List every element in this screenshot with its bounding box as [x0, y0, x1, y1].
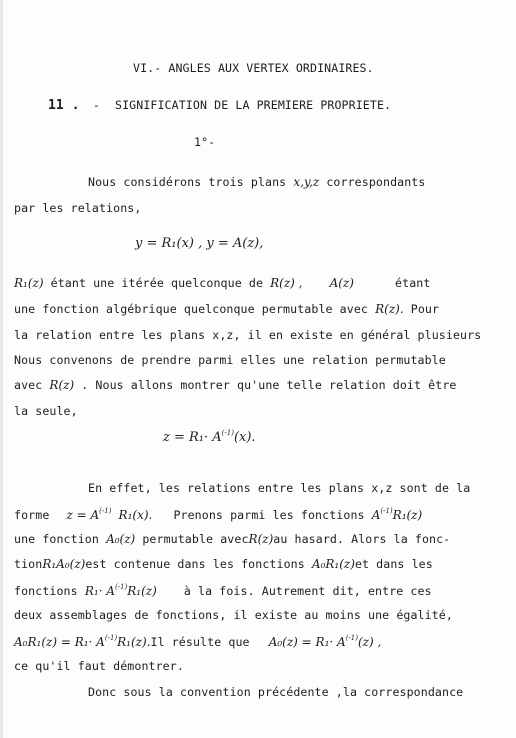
- para1-text: Nous considérons trois plans: [88, 175, 287, 189]
- math-sup-5: (-1): [345, 634, 358, 642]
- math-sup-2: (-1): [380, 507, 393, 515]
- math-identity: A₀R₁(z) = R₁· A: [14, 635, 105, 649]
- para3-forme: forme: [14, 508, 50, 522]
- eq2-sup: (-1): [221, 429, 234, 437]
- math-r1a0z: R₁A₀(z): [42, 557, 86, 571]
- part-marker: 1°-: [194, 135, 216, 149]
- math-z-end: (z) ,: [357, 635, 382, 649]
- para2-text-a: étant une itérée quelconque de: [50, 276, 264, 290]
- para3-text-f: à la fois. Autrement dit, entre ces: [183, 584, 432, 598]
- para2-text-c: une fonction algébrique quelconque permutable avec: [14, 302, 369, 316]
- para3-fonctions: fonctions: [14, 584, 78, 598]
- para3-line5: [14, 583, 432, 598]
- para3-line7: [14, 634, 381, 649]
- para2-line2: [14, 302, 439, 316]
- math-r1a: R₁· A: [84, 584, 115, 598]
- scan-edge-shadow: [0, 0, 3, 738]
- para2-line5: [14, 378, 457, 392]
- subsection-title: SIGNIFICATION DE LA PREMIERE PROPRIETE.: [115, 98, 392, 112]
- para2-text-d: Pour: [410, 302, 440, 316]
- math-result: A₀(z) = R₁· A: [268, 635, 346, 649]
- eq2-main: z = R₁· A: [163, 430, 222, 445]
- math-az: A(z): [329, 276, 354, 290]
- para3-line8: ce qu'il faut démontrer.: [14, 659, 184, 673]
- para2-line6: la seule,: [14, 404, 78, 418]
- math-r1z: R₁(z): [14, 276, 44, 290]
- para2-text-f: . Nous allons montrer qu'une telle relation doit être: [81, 378, 457, 392]
- para3-line1: En effet, les relations entre les plans x,z sont de la: [88, 481, 471, 495]
- para3-line2: [14, 507, 422, 522]
- subsection-dash: -: [92, 98, 100, 112]
- math-rz: R(z) ,: [270, 276, 303, 290]
- para3-line6: deux assemblages de fonctions, il existe au moins une égalité,: [14, 608, 453, 622]
- math-rz-3: R(z): [49, 378, 75, 392]
- math-sup-4: (-1): [104, 634, 118, 642]
- para1-line2: par les relations,: [14, 201, 142, 215]
- para3-tion: tion: [14, 557, 43, 571]
- math-sup-3: (-1): [114, 583, 128, 591]
- para3-text-g: Il résulte que: [150, 635, 250, 649]
- math-r1x: R₁(x).: [118, 508, 153, 522]
- equation-2: [163, 429, 256, 445]
- equation-1: y = R₁(x) , y = A(z),: [135, 236, 264, 251]
- math-r1z-3: R₁(z): [127, 584, 157, 598]
- math-r1z-2: R₁(z): [392, 508, 423, 522]
- para3-text-c: au hasard. Alors la fonc-: [273, 532, 451, 546]
- section-heading: VI.- ANGLES AUX VERTEX ORDINAIRES.: [133, 61, 374, 75]
- para2-text-e: avec: [14, 378, 43, 392]
- math-a: A: [371, 508, 381, 522]
- para3-text-b: permutable avec: [142, 532, 249, 546]
- math-z-eq: z = A: [66, 508, 100, 522]
- para3-line4: [14, 557, 433, 571]
- para3-text-e: et dans les: [354, 557, 433, 571]
- para1-line1: [88, 175, 425, 189]
- para1-vars: x,y,z: [293, 175, 320, 189]
- para3-line3: [14, 532, 450, 546]
- subsection-number: 11 .: [48, 98, 80, 113]
- subsection-heading: [48, 98, 391, 113]
- para3-prenons: Prenons parmi les fonctions: [173, 508, 365, 522]
- para2-line1: [14, 276, 430, 290]
- para2-line3: la relation entre les plans x,z, il en existe en général plusieurs: [14, 328, 482, 342]
- para1-end: correspondants: [326, 175, 426, 189]
- eq2-tail: (x).: [233, 430, 256, 445]
- math-r1z-4: R₁(z).: [117, 635, 151, 649]
- math-sup-1: (-1): [99, 507, 112, 515]
- math-rz-2: R(z).: [375, 302, 404, 316]
- para3-text-d: est contenue dans les fonctions: [85, 557, 305, 571]
- math-a0z: A₀(z): [106, 532, 136, 546]
- para2-text-b: étant: [395, 276, 431, 290]
- math-a0r1z: A₀R₁(z): [311, 557, 355, 571]
- math-rz-4: R(z): [248, 532, 274, 546]
- para3-text-a: une fonction: [14, 532, 99, 546]
- para2-line4: Nous convenons de prendre parmi elles une relation permutable: [14, 353, 446, 367]
- para4-line1: Donc sous la convention précédente ,la correspondance: [88, 685, 464, 699]
